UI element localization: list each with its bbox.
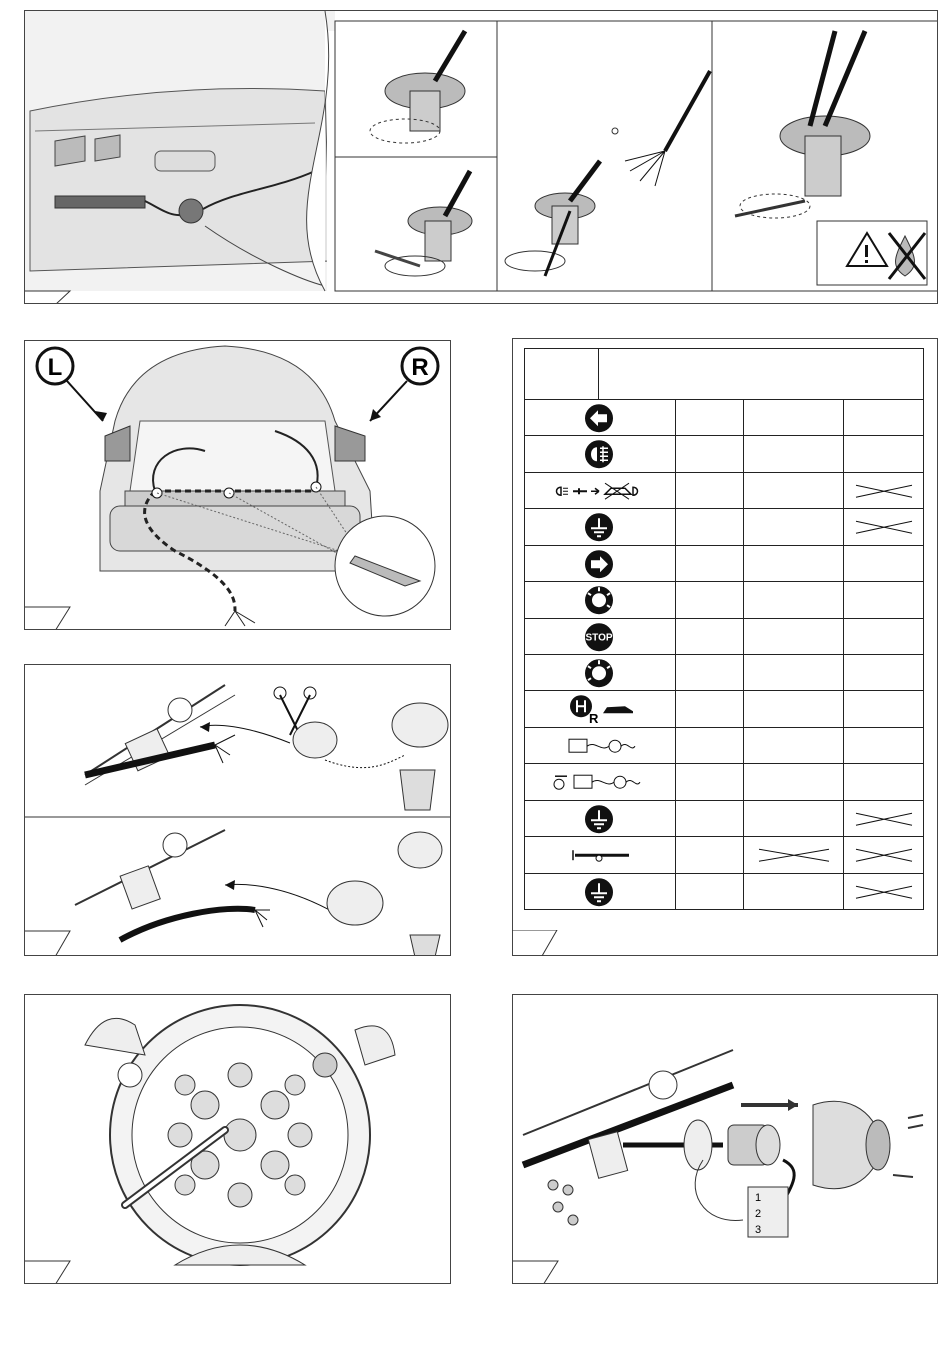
- stop-icon: [585, 623, 613, 651]
- table-cell: [843, 619, 923, 654]
- tail-light-right-icon: [585, 586, 613, 614]
- battery-permanent-icon: [569, 739, 635, 752]
- grommet-step-c: [505, 71, 710, 276]
- table-row: [525, 618, 923, 654]
- row-symbol: [525, 728, 675, 764]
- stop-label: STOP: [585, 632, 613, 644]
- left-marker: [37, 348, 107, 421]
- table-cell: [843, 436, 923, 471]
- row-symbol: [525, 764, 675, 800]
- table-cell: [743, 874, 843, 909]
- table-cell: [675, 546, 743, 581]
- row-symbol: [525, 801, 675, 837]
- grommet-step-a: [370, 31, 465, 143]
- reverse-label: R: [589, 711, 599, 727]
- tow-bar-step-a: [85, 685, 448, 810]
- relay-pin-2: 2: [755, 1208, 762, 1220]
- table-row: [525, 727, 923, 763]
- table-cell: [675, 691, 743, 726]
- trash-bin-icon: [400, 770, 435, 810]
- ground-icon: [585, 513, 613, 541]
- left-turn-icon: [585, 404, 613, 432]
- tow-bar-step-b: [75, 830, 442, 956]
- harness-layout-drawing: [25, 341, 451, 630]
- table-cell: [843, 546, 923, 581]
- table-row: [525, 654, 923, 690]
- table-cell: [843, 509, 923, 544]
- table-cell: [675, 837, 743, 872]
- rear-fog-icon: [585, 441, 613, 469]
- ground-icon: [585, 878, 613, 906]
- table-row: [525, 800, 923, 836]
- table-cell: [675, 728, 743, 763]
- table-cell: [743, 546, 843, 581]
- table-cell: [843, 801, 923, 836]
- ground-icon: [585, 805, 613, 833]
- cross-mark: [844, 509, 924, 545]
- table-cell: [743, 691, 843, 726]
- table-cell: [675, 509, 743, 544]
- table-cell: [743, 655, 843, 690]
- table-cell: [843, 400, 923, 435]
- magnifier-callout: [335, 516, 435, 616]
- table-cell: [843, 582, 923, 617]
- table-row: [525, 763, 923, 799]
- right-marker-label: R: [411, 354, 429, 381]
- row-symbol: [525, 436, 675, 472]
- car-rear-interior-illustration: [25, 11, 335, 291]
- fog-cutoff-icon: [557, 483, 638, 499]
- table-cell: [843, 837, 923, 872]
- grommet-routing-panel: [24, 10, 938, 304]
- relay-pin-1: 1: [755, 1192, 762, 1204]
- table-cell: [743, 509, 843, 544]
- row-symbol: [525, 874, 675, 910]
- grommet-step-d: [735, 31, 870, 218]
- table-cell: [675, 582, 743, 617]
- grommet-step-b: [375, 171, 472, 276]
- table-cell: [743, 728, 843, 763]
- cross-mark: [844, 801, 924, 837]
- socket-pin-holes: [168, 1063, 312, 1207]
- table-cell: [743, 436, 843, 471]
- pin-table-corner-tab: [512, 930, 572, 956]
- cross-mark: [844, 473, 924, 509]
- table-cell: [675, 874, 743, 909]
- table-cell: [743, 837, 843, 872]
- table-row: [525, 435, 923, 471]
- table-cell: [675, 400, 743, 435]
- tail-light-left-icon: [585, 659, 613, 687]
- table-row: [525, 545, 923, 581]
- grommet-routing-drawing: [25, 11, 938, 304]
- row-symbol: [525, 582, 675, 618]
- table-cell: [843, 655, 923, 690]
- pin-assignment-table: [524, 348, 924, 910]
- cross-mark: [844, 874, 924, 910]
- row-symbol: [525, 619, 675, 655]
- table-cell: [843, 473, 923, 508]
- table-row: [525, 508, 923, 544]
- table-row: [525, 581, 923, 617]
- table-cell: [743, 473, 843, 508]
- table-cell: [675, 473, 743, 508]
- car-rear-illustration: [100, 346, 375, 571]
- row-symbol: [525, 546, 675, 582]
- table-cell: [743, 801, 843, 836]
- table-cell: [743, 619, 843, 654]
- cross-mark: [744, 837, 844, 873]
- reverse-icon: [570, 696, 633, 727]
- table-row: [525, 472, 923, 508]
- row-symbol: [525, 400, 675, 436]
- table-row: [525, 836, 923, 872]
- table-cell: [843, 764, 923, 799]
- right-marker: [370, 348, 438, 421]
- right-turn-icon: [585, 550, 613, 578]
- table-cell: [843, 691, 923, 726]
- row-symbol: [525, 837, 675, 873]
- table-row: [525, 690, 923, 726]
- table-header-left: [525, 349, 599, 399]
- table-cell: [743, 582, 843, 617]
- table-cell: [843, 728, 923, 763]
- table-cell: [675, 764, 743, 799]
- left-marker-label: L: [47, 354, 63, 381]
- row-symbol: [525, 655, 675, 691]
- battery-ignition-icon: [554, 775, 640, 789]
- socket-preparation-drawing: [25, 665, 451, 956]
- table-cell: [743, 764, 843, 799]
- socket-pin-panel: [24, 994, 451, 1284]
- harness-layout-panel: [24, 340, 451, 630]
- row-symbol: [525, 473, 675, 509]
- row-symbol: [525, 509, 675, 545]
- relay-box: [748, 1187, 788, 1237]
- socket-mounting-drawing: [513, 995, 938, 1284]
- socket-preparation-panel: [24, 664, 451, 956]
- table-cell: [675, 801, 743, 836]
- table-cell: [675, 436, 743, 471]
- table-cell: [743, 400, 843, 435]
- relay-pin-3: 3: [755, 1224, 762, 1236]
- warning-no-grease-box: [817, 221, 927, 285]
- free-pin-icon: [573, 850, 629, 861]
- cross-mark: [844, 837, 924, 873]
- table-cell: [675, 655, 743, 690]
- row-symbol: [525, 691, 675, 727]
- table-cell: [675, 619, 743, 654]
- table-row: [525, 873, 923, 909]
- socket-mounting-panel: [512, 994, 938, 1284]
- socket-pin-drawing: [25, 995, 451, 1284]
- socket-cover: [813, 1101, 890, 1188]
- table-row: [525, 399, 923, 435]
- table-cell: [843, 874, 923, 909]
